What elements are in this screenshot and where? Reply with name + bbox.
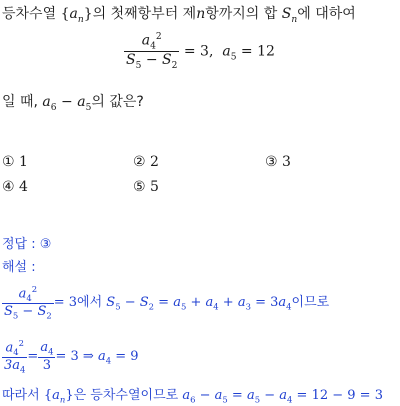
- choice-3[interactable]: ③ 3: [265, 154, 291, 170]
- intro-text: 등차수열: [2, 6, 57, 22]
- choice-2[interactable]: ② 2: [133, 154, 159, 170]
- condition-formula: $\frac{a_4^2}{S_5 - S_2}$ = 3, $a_5 = 12$: [126, 32, 275, 72]
- explanation-label: 해설 :: [2, 260, 36, 275]
- condition-fraction: $\frac{a_4^2}{S_5 - S_2}$: [126, 32, 178, 72]
- choice-1[interactable]: ① 1: [2, 154, 28, 170]
- intro-text-2: 의 첫째항부터 제: [92, 6, 197, 22]
- sum-symbol: $S_n$: [281, 6, 298, 25]
- problem-intro: [2, 3, 356, 25]
- choice-5[interactable]: ⑤ 5: [133, 179, 159, 195]
- intro-text-3: 항까지의 합: [205, 6, 278, 22]
- intro-text-4: 에 대하여: [297, 6, 356, 22]
- solution-line-2: $\frac{a_4^2}{3a_4}$ = $\frac{a_4}{3}$ = 3 ⇒ $a_4 = 9$: [4, 338, 139, 375]
- answer-label: 정답 : ③: [2, 237, 52, 252]
- solution-line-1: $\frac{a_4^2}{S_5 - S_2}$ = 3에서 $S_5 - S_2 = a_5 + a_4 + a_3 = 3a_4$이므로: [4, 284, 330, 321]
- choice-4[interactable]: ④ 4: [2, 179, 28, 195]
- solution-line-3: 따라서 $\{a_n\}$은 등차수열이므로 $a_6 - a_5 = a_5 - a_4 = 12 - 9 = 3$: [2, 388, 383, 405]
- sequence-symbol: $\{a_n\}$: [60, 6, 93, 25]
- question-line: 일 때, $a_6 - a_5$의 값은?: [2, 94, 144, 113]
- n-symbol: n: [196, 6, 206, 22]
